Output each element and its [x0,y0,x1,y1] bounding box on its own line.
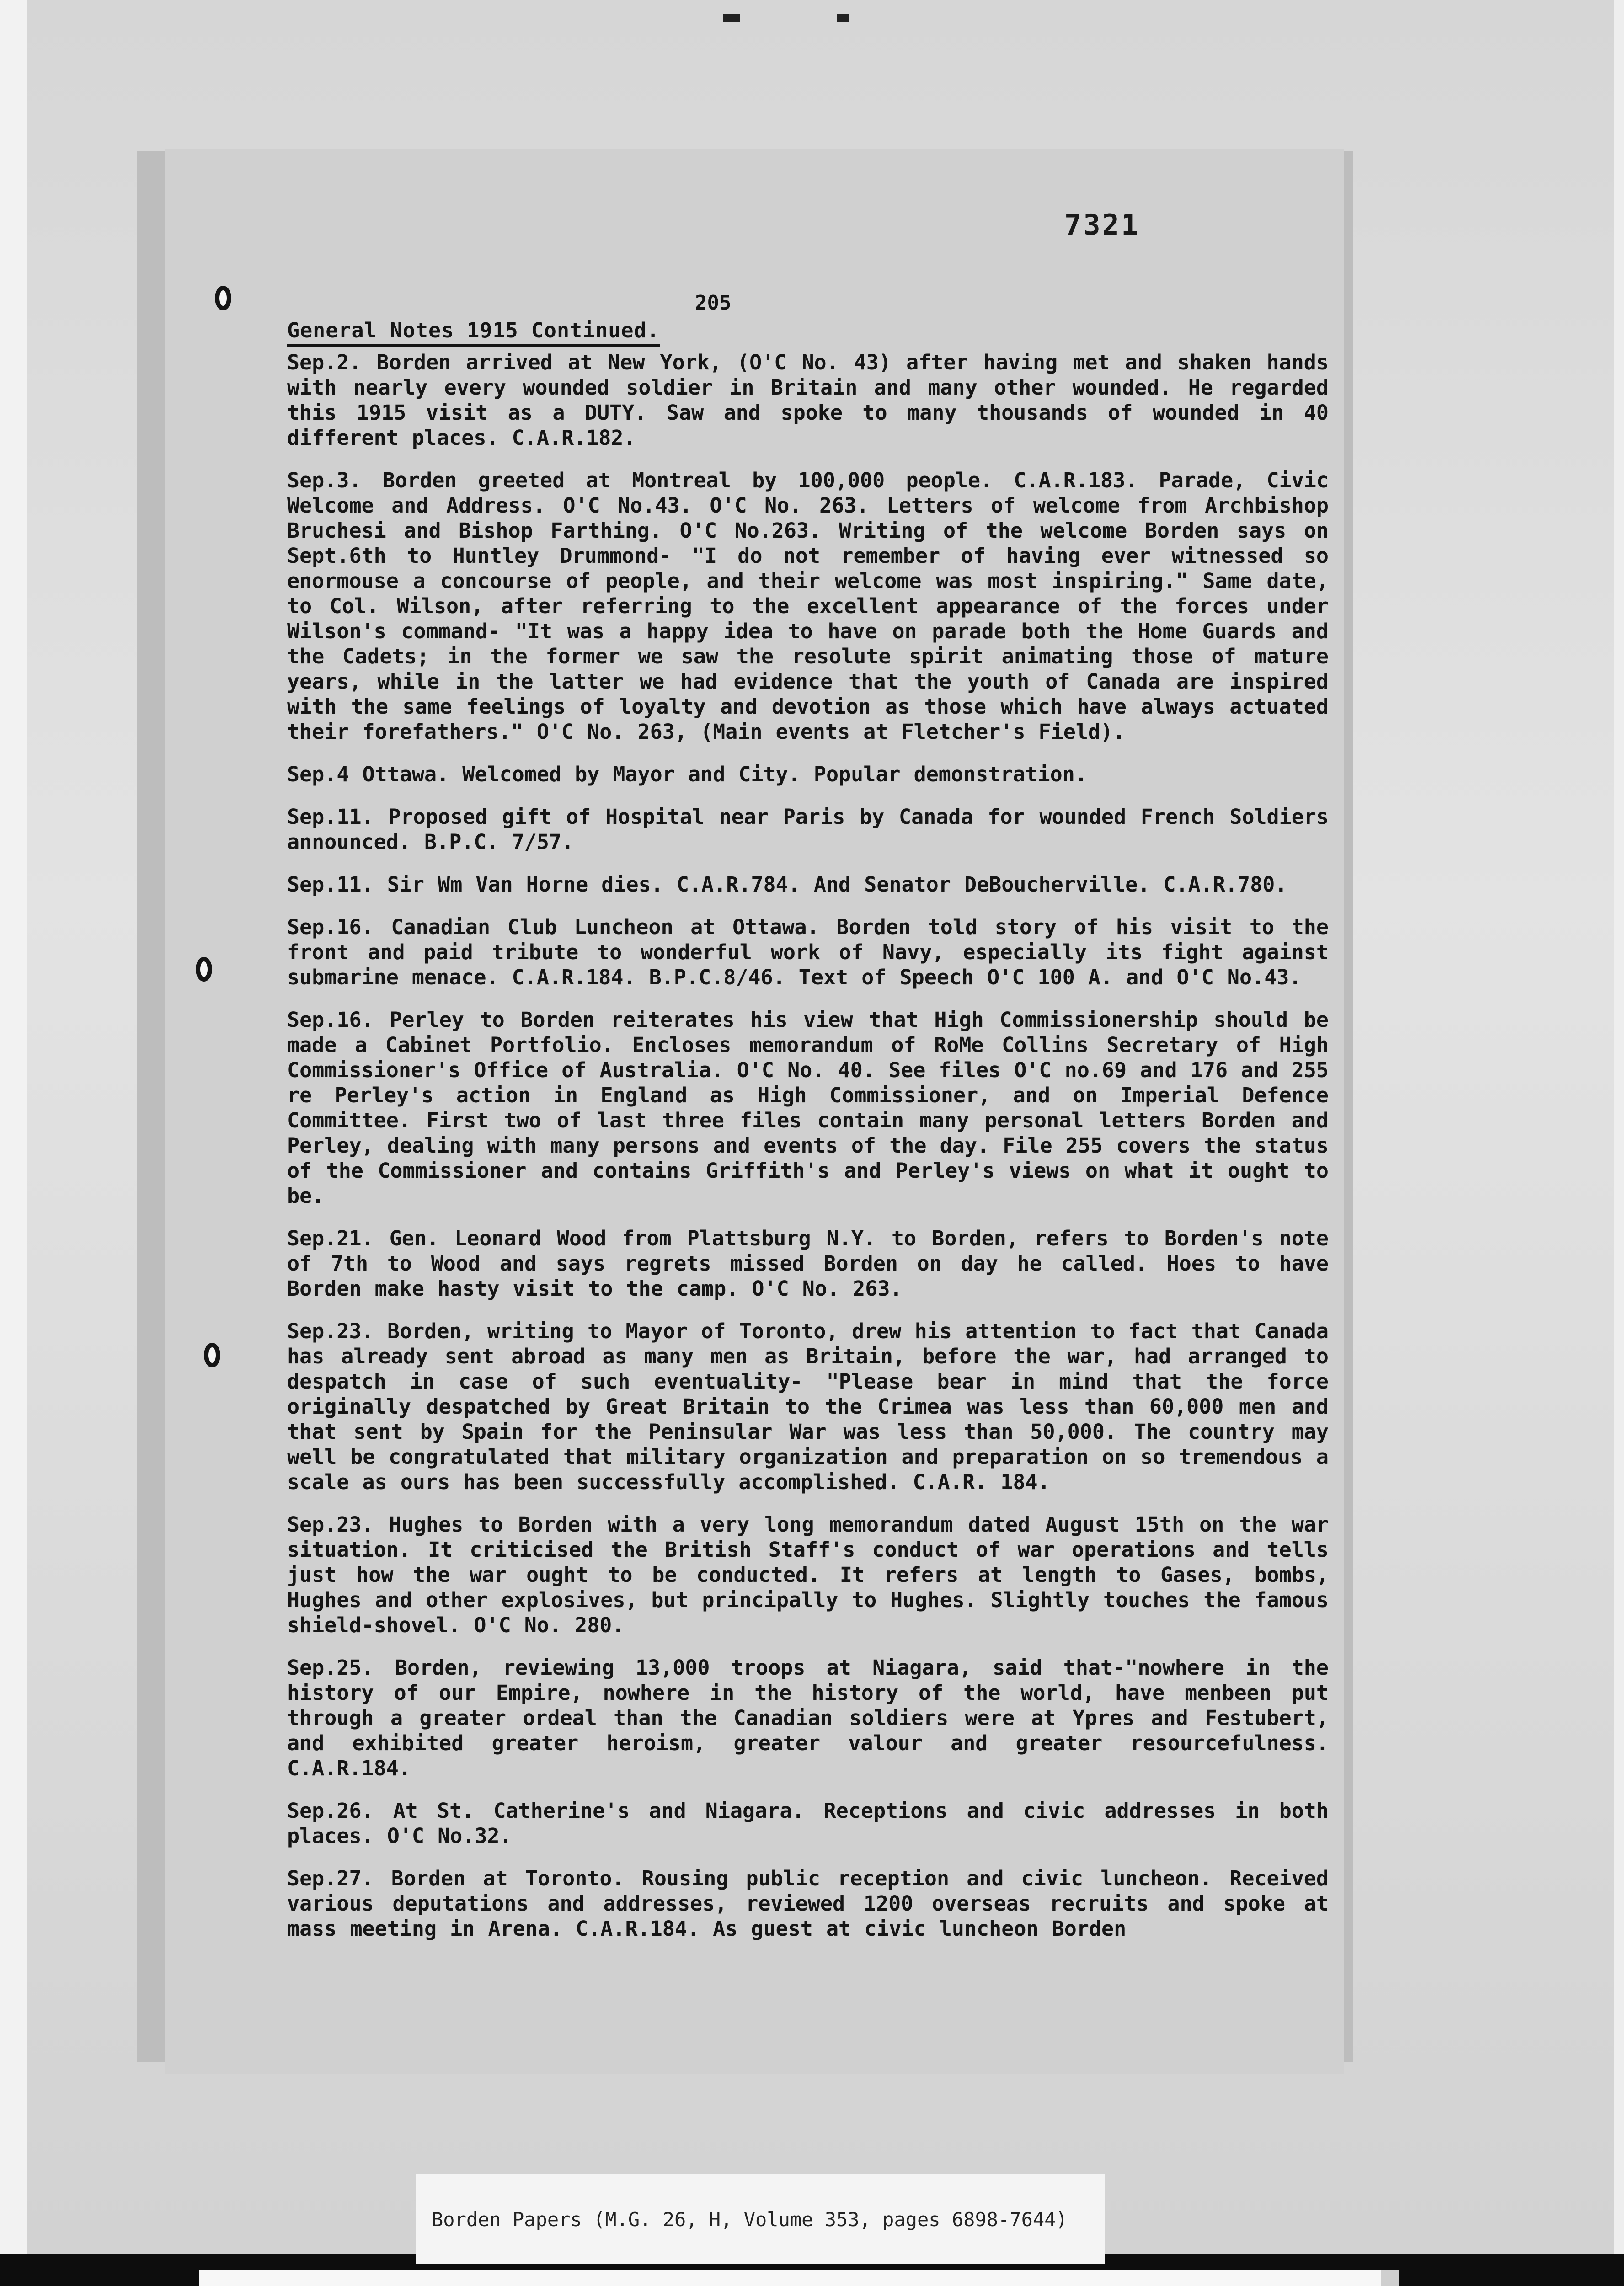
archives-target-card [199,2270,1399,2286]
note-entry-sep-23-toronto: Sep.23. Borden, writing to Mayor of Toronto, drew his attention to fact that Canada has already sent abroad as many men as Britain, before the war, had arranged to despatch in case of such eventuality- "Please bear in mind that the force originally despatched by Great Britain to the Crimea was less than 60,000 men and that sent by Spain for the Peninsular War was less than 50,000. The country may well be congratulated that military organization and preparation on so tremendous a scale as ours has been successfully accomplished. C.A.R. 184. [287,1319,1329,1494]
document-title: General Notes 1915 Continued. [287,318,660,347]
note-entry-sep-25: Sep.25. Borden, reviewing 13,000 troops at Niagara, said that-"nowhere in the history of our Empire, nowhere in the history of the world, have menbeen put through a greater ordeal than the Canadian soldiers were at Ypres and Festubert, and exhibited greater heroism, greater valour and greater resourcefulness. C.A.R.184. [287,1656,1329,1780]
collection-label [416,2174,1105,2264]
collection-label-text: Borden Papers (M.G. 26, H, Volume 353, pages 6898-7644) [432,2208,1068,2231]
punch-hole-icon [204,1343,220,1367]
note-entry-sep-4: Sep.4 Ottawa. Welcomed by Mayor and City. Popular demonstration. [287,762,1087,786]
note-entry-sep-2: Sep.2. Borden arrived at New York, (O'C No. 43) after having met and shaken hands with nearly every wounded soldier in Britain and many other wounded. He regarded this 1915 visit as a DUTY. Saw and spoke to many thousands of wounded in 40 different places. C.A.R.182. [287,350,1329,450]
note-entry-sep-11-hospital: Sep.11. Proposed gift of Hospital near Paris by Canada for wounded French Soldiers announced. B.P.C. 7/57. [287,805,1329,854]
punch-hole-icon [196,957,212,982]
film-tick-mark [723,14,740,22]
page-number: 7321 [1064,208,1140,241]
film-tick-mark [837,14,849,22]
note-entry-sep-11-van-horne: Sep.11. Sir Wm Van Horne dies. C.A.R.784. And Senator DeBoucherville. C.A.R.780. [287,872,1287,897]
scan-edge-right [1614,0,1624,2254]
note-entry-sep-27: Sep.27. Borden at Toronto. Rousing public reception and civic luncheon. Received various deputations and addresses, reviewed 1200 overseas recruits and spoke at mass meeting in Arena. C.A.R.184. As guest at civic luncheon Borden [287,1866,1329,1941]
note-entry-sep-23-hughes: Sep.23. Hughes to Borden with a very long memorandum dated August 15th on the war situation. It criticised the British Staff's conduct of war operations and tells just how the war ought to be conducted. It refers at length to Gases, bombs, Hughes and other explosives, but principally to Hughes. Slightly touches the famous shield-shovel. O'C No. 280. [287,1512,1329,1637]
note-entry-sep-16-perley: Sep.16. Perley to Borden reiterates his view that High Commissionership should be made a Cabinet Portfolio. Encloses memorandum of RoMe Collins Secretary of High Commissioner's Office of Australia. O'C No. 40. See files O'C no.69 and 176 and 255 re Perley's action in England as High Commissioner, and on Imperial Defence Committee. First two of last three files contain many personal letters Borden and Perley, dealing with many persons and events of the day. File 255 covers the status of the Commissioner and contains Griffith's and Perley's views on what it ought to be. [287,1008,1329,1208]
note-entry-sep-16-luncheon: Sep.16. Canadian Club Luncheon at Ottawa. Borden told story of his visit to the front and paid tribute to wonderful work of Navy, especially its fight against submarine menace. C.A.R.184. B.P.C.8/46. Text of Speech O'C 100 A. and O'C No.43. [287,915,1329,989]
document-body [287,290,1329,1959]
note-entry-sep-3: Sep.3. Borden greeted at Montreal by 100,000 people. C.A.R.183. Parade, Civic Welcome and Address. O'C No.43. O'C No. 263. Letters of welcome from Archbishop Bruchesi and Bishop Farthing. O'C No.263. Writing of the welcome Borden says on Sept.6th to Huntley Drummond- "I do not remember of having ever witnessed so enormouse a concourse of people, and their welcome was most inspiring." Same date, to Col. Wilson, after referring to the excellent appearance of the forces under Wilson's command- "It was a happy idea to have on parade both the Home Guards and the Cadets; in the former we saw the resolute spirit animating those of mature years, while in the latter we had evidence that the youth of Canada are inspired with the same feelings of loyalty and devotion as those which have always actuated their forefathers." O'C No. 263, (Main events at Fletcher's Field). [287,468,1329,744]
heading-row [287,290,1329,350]
typed-document-page [165,149,1344,2074]
folio-number: 205 [695,291,732,315]
punch-hole-icon [215,286,231,310]
note-entry-sep-21: Sep.21. Gen. Leonard Wood from Plattsburg N.Y. to Borden, refers to Borden's note of 7th to Wood and says regrets missed Borden on day he called. Hoes to have Borden make hasty visit to the camp. O'C No. 263. [287,1226,1329,1301]
note-entry-sep-26: Sep.26. At St. Catherine's and Niagara. Receptions and civic addresses in both places. O'C No.32. [287,1799,1329,1848]
scan-edge-left [0,0,27,2254]
